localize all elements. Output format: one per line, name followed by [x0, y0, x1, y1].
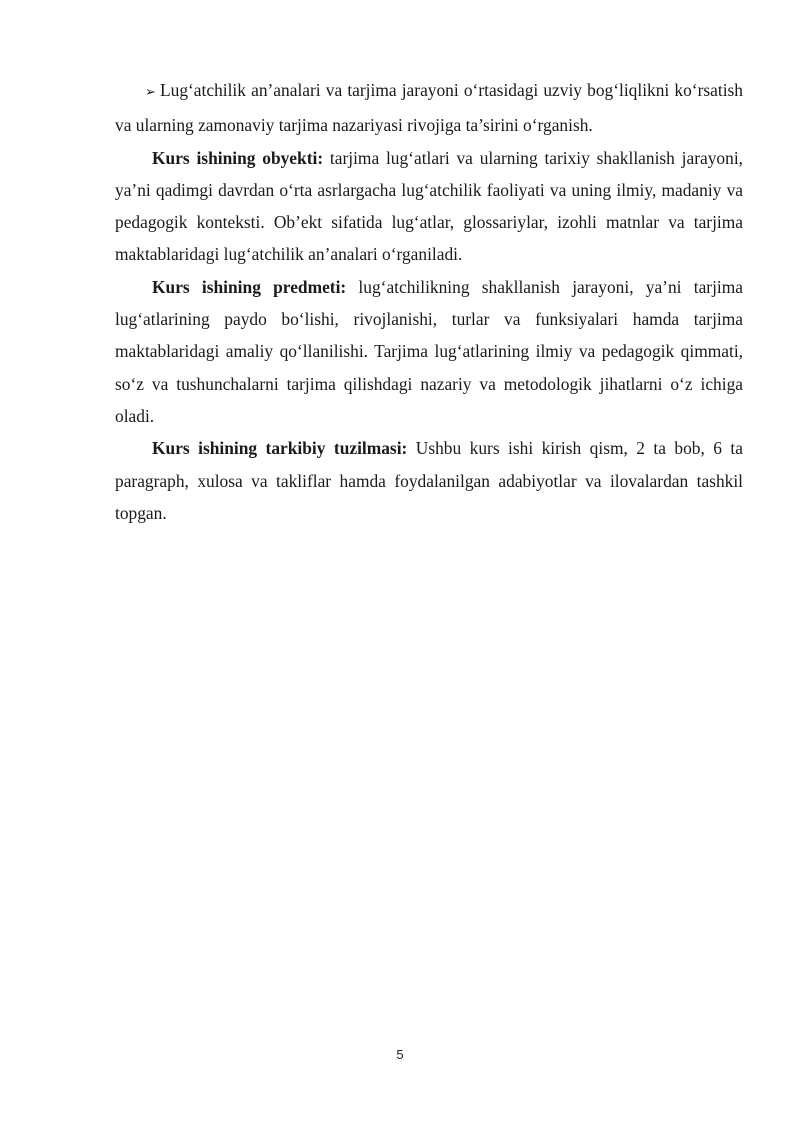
- paragraph-object-heading: Kurs ishining obyekti:: [152, 147, 324, 168]
- page-number: 5: [396, 1047, 404, 1062]
- paragraph-structure-text: Ushbu kurs ishi kirish qism, 2 ta bob, 6 ta paragraph, xulosa va takliflar hamda foydalanilgan adabiyotlar va ilovalardan tashkil topgan.: [115, 438, 743, 523]
- document-body: [115, 74, 743, 529]
- paragraph-object: [115, 142, 743, 271]
- paragraph-subject: [115, 271, 743, 432]
- paragraph-structure: [115, 432, 743, 529]
- paragraph-structure-heading: Kurs ishining tarkibiy tuzilmasi:: [152, 438, 408, 459]
- paragraph-object-text: tarjima lug‘atlari va ularning tarixiy shakllanish jarayoni, ya’ni qadimgi davrdan o‘rta asrlargacha lug‘atchilik faoliyati va uning ilmiy, madaniy va pedagogik konteksti. Ob’ekt sifatida lug‘atlar, glossariylar, izohli matnlar va tarjima maktablaridagi lug‘atchilik an’analari o‘rganiladi.: [115, 147, 743, 265]
- paragraph-subject-heading: Kurs ishining predmeti:: [152, 276, 347, 297]
- arrowhead-bullet-icon: ➢: [145, 85, 156, 100]
- paragraph-subject-text: lug‘atchilikning shakllanish jarayoni, ya’ni tarjima lug‘atlarining paydo bo‘lishi, rivojlanishi, turlar va funksiyalari hamda tarjima maktablaridagi amaliy qo‘llanilishi. Tarjima lug‘atlarining ilmiy va pedagogik qimmati, so‘z va tushunchalarni tarjima qilishdagi nazariy va metodologik jihatlarni o‘z ichiga oladi.: [115, 276, 743, 426]
- bullet-list-item: [115, 74, 743, 142]
- bullet-item-text: Lug‘atchilik an’analari va tarjima jarayoni o‘rtasidagi uzviy bog‘liqlikni ko‘rsatish va ularning zamonaviy tarjima nazariyasi rivojiga ta’sirini o‘rganish.: [115, 80, 743, 136]
